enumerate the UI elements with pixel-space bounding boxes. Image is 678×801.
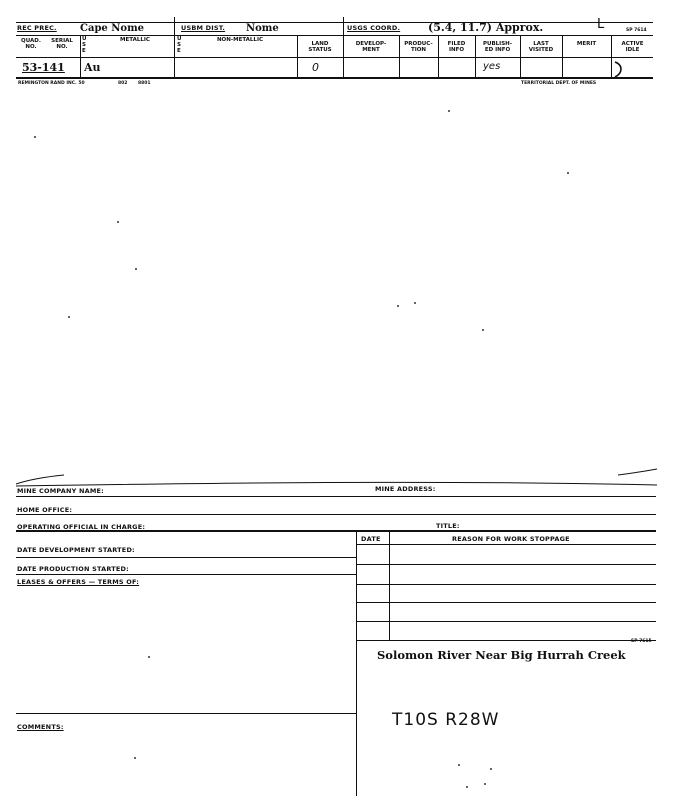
col-last-visited: LAST VISITED bbox=[528, 41, 554, 53]
card-edge bbox=[14, 466, 659, 490]
scan-speck bbox=[567, 172, 569, 174]
usgs-coord-label: USGS COORD. bbox=[347, 24, 401, 32]
scan-speck bbox=[490, 768, 492, 770]
col-use-nonmetallic: U S E bbox=[177, 36, 182, 54]
row-rule bbox=[16, 557, 356, 558]
scan-speck bbox=[117, 221, 119, 223]
active-idle-mark-icon bbox=[612, 60, 626, 80]
leases-offers-label: LEASES & OFFERS — TERMS OF: bbox=[17, 578, 140, 586]
stoppage-rule bbox=[356, 544, 656, 545]
top-card-divider bbox=[343, 17, 344, 78]
stoppage-rule bbox=[356, 564, 656, 565]
scan-speck bbox=[458, 764, 460, 766]
footer-maker: REMINGTON RAND INC. 50 bbox=[18, 81, 85, 86]
col-filed-info: FILED INFO bbox=[447, 41, 466, 53]
top-card-divider bbox=[174, 17, 175, 78]
scan-speck bbox=[68, 316, 70, 318]
col-production: PRODUC- TION bbox=[404, 41, 433, 53]
usgs-coord-mark: L bbox=[597, 17, 605, 32]
mine-company-name-label: MINE COMPANY NAME: bbox=[17, 487, 104, 495]
row-rule bbox=[16, 574, 356, 575]
home-office-label: HOME OFFICE: bbox=[17, 506, 73, 514]
scan-speck bbox=[148, 656, 150, 658]
column-divider bbox=[389, 531, 390, 641]
col-use-metallic: U S E bbox=[82, 36, 87, 54]
scan-speck bbox=[397, 305, 399, 307]
col-merit: MERIT bbox=[576, 41, 597, 47]
date-development-started-label: DATE DEVELOPMENT STARTED: bbox=[17, 546, 135, 554]
top-card-rule-4 bbox=[16, 77, 653, 79]
column-divider bbox=[356, 531, 357, 796]
col-serial-no: SERIAL NO. bbox=[51, 38, 73, 50]
col-metallic: METALLIC bbox=[120, 37, 150, 43]
reason-header: REASON FOR WORK STOPPAGE bbox=[452, 535, 570, 543]
stoppage-rule bbox=[356, 621, 656, 622]
scan-speck bbox=[134, 757, 136, 759]
scan-speck bbox=[135, 268, 137, 270]
footer-code-1: 802 bbox=[118, 81, 128, 86]
published-info-value: yes bbox=[483, 61, 501, 72]
col-published-info: PUBLISH- ED INFO bbox=[482, 41, 513, 53]
scan-speck bbox=[484, 783, 486, 785]
col-active-idle: ACTIVE IDLE bbox=[621, 41, 644, 53]
top-card-divider bbox=[80, 35, 81, 78]
stoppage-rule bbox=[356, 602, 656, 603]
land-status-value: 0 bbox=[312, 61, 319, 74]
scan-speck bbox=[414, 302, 416, 304]
col-non-metallic: NON-METALLIC bbox=[216, 37, 264, 43]
col-development: DEVELOP- MENT bbox=[355, 41, 387, 53]
row-rule bbox=[16, 514, 656, 515]
title-label: TITLE: bbox=[436, 522, 460, 530]
scan-speck bbox=[448, 110, 450, 112]
top-card-divider bbox=[297, 35, 298, 78]
row-rule bbox=[16, 496, 656, 497]
top-card-rule-3 bbox=[16, 57, 653, 58]
mine-address-label: MINE ADDRESS: bbox=[375, 485, 436, 493]
date-header: DATE bbox=[361, 535, 381, 543]
col-land-status: LAND STATUS bbox=[308, 41, 332, 53]
form-number-bottom: SP 7615 bbox=[631, 639, 652, 644]
form-number-top: SP 7614 bbox=[626, 28, 647, 33]
metallic-value: Au bbox=[84, 61, 101, 74]
date-production-started-label: DATE PRODUCTION STARTED: bbox=[17, 565, 129, 573]
stoppage-rule bbox=[356, 640, 656, 641]
operating-official-label: OPERATING OFFICIAL IN CHARGE: bbox=[17, 523, 146, 531]
col-quad-no: QUAD. NO. bbox=[21, 38, 41, 50]
usgs-coord-value: (5.4, 11.7) Approx. bbox=[428, 21, 544, 34]
scan-speck bbox=[482, 329, 484, 331]
usbm-dist-value: Nome bbox=[246, 23, 279, 34]
location-description: Solomon River Near Big Hurrah Creek bbox=[377, 648, 626, 662]
scan-speck bbox=[34, 136, 36, 138]
top-card-rule-2 bbox=[16, 35, 653, 36]
rec-prec-value: Cape Nome bbox=[80, 23, 145, 34]
comments-label: COMMENTS: bbox=[17, 723, 64, 731]
quad-serial-value: 53-141 bbox=[22, 61, 65, 74]
township-range: T10S R28W bbox=[392, 710, 500, 730]
scan-speck bbox=[466, 786, 468, 788]
usbm-dist-label: USBM DIST. bbox=[181, 24, 226, 32]
footer-code-2: 8801 bbox=[138, 81, 151, 86]
stoppage-rule bbox=[356, 584, 656, 585]
row-rule bbox=[16, 713, 356, 714]
rec-prec-label: REC PREC. bbox=[17, 24, 57, 32]
footer-dept: TERRITORIAL DEPT. OF MINES bbox=[521, 81, 597, 86]
